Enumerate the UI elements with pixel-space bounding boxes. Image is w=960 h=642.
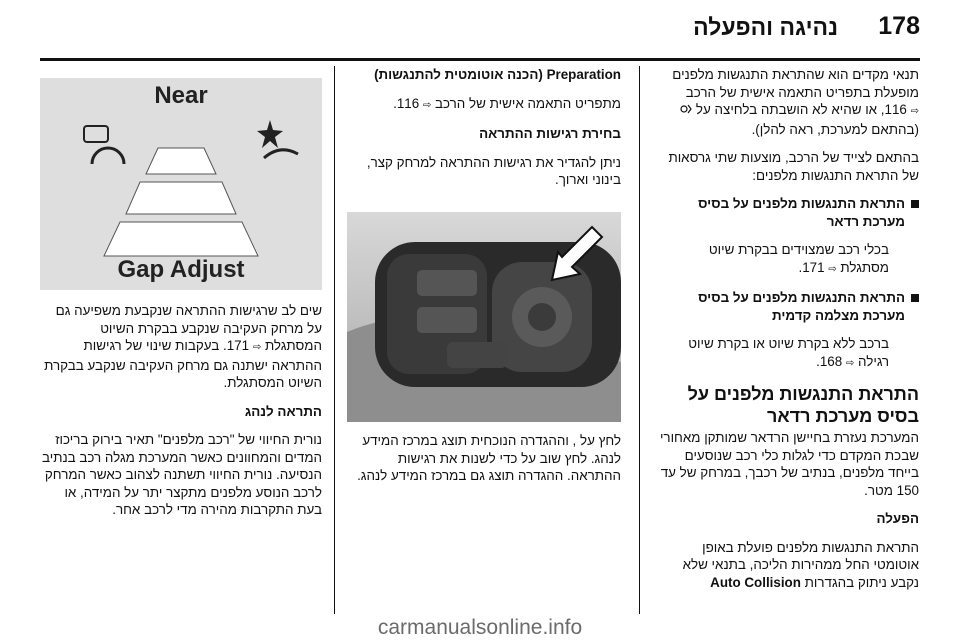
- activation-heading: הפעלה: [876, 511, 919, 526]
- right-column: [657, 66, 919, 602]
- page-ref-link[interactable]: ⇨ 171: [802, 260, 836, 275]
- caption-text: לחץ על , וההגדרה הנוכחית תוצג במרכז המידע לנהג. לחץ שוב על כדי לשנות את רגישות ההתראה. ההגדרה תוצג גם במרכז המידע לנהג.: [357, 433, 621, 483]
- page-ref-icon: ⇨: [845, 357, 855, 369]
- bullet-radar-title: התראת התנגשות מלפנים על בסיס מערכת רדאר: [657, 195, 919, 230]
- left-column: [40, 302, 322, 530]
- page-number: 178: [878, 12, 920, 40]
- collision-alert-car-icon: [257, 120, 298, 158]
- column-divider: [639, 66, 640, 614]
- bullet-camera-text: ברכב ללא בקרת שיוט או בקרת שיוט רגילה ⇨ 168.: [657, 335, 919, 372]
- collision-warning-icon: [680, 103, 692, 115]
- steering-wheel-controls-figure: [347, 212, 621, 422]
- page-ref-link[interactable]: ⇨ 171: [227, 338, 261, 353]
- page-ref-link[interactable]: ⇨ 168: [820, 354, 854, 369]
- driver-alert-text: נורית החיווי של "רכב מלפנים" תאיר בירוק בריכוז המדים והמחוונים כאשר המערכת מגלה רכב בנתיב הנסיעה. נורית החיווי תשתנה לצהוב כאשר המרחק לרכב הנוסע מלפנים מתקצר יתר על המידה, או בעת התקרבות מהירה מדי לרכב אחר.: [41, 432, 322, 517]
- dashboard-gauge-icon: [84, 126, 124, 164]
- page-ref-link[interactable]: ⇨ 116: [885, 102, 919, 117]
- page-ref-icon: ⇨: [910, 106, 919, 117]
- figure-caption: [347, 432, 621, 496]
- activation-text: התראת התנגשות מלפנים פועלת באופן אוטומטי החל ממהירות הליכה, בתנאי שלא נקבע ניתוק בהגדרות Auto Collision: [682, 539, 919, 590]
- sensitivity-text: ניתן להגדיר את רגישות ההתראה למרחק קצר, בינוני וארוך.: [366, 154, 621, 187]
- column-divider: [334, 66, 335, 614]
- middle-column: [347, 66, 621, 200]
- intro-paragraph: תנאי מקדים הוא שהתראת התנגשות מלפנים מופעלת בתפריט התאמה אישית של הרכב ⇨ 116, או שהיא לא הושבתה בלחיצה על (בהתאם למערכת, ראה להלן).: [672, 67, 919, 137]
- auto-collision-label: Auto Collision: [710, 574, 801, 590]
- page-ref-link[interactable]: ⇨ 116: [397, 96, 431, 111]
- preparation-text: מתפריט התאמה אישית של הרכב ⇨ 116.: [347, 95, 621, 115]
- page-ref-icon: ⇨: [422, 99, 432, 111]
- figure-near-label: Near: [154, 82, 208, 109]
- section-heading: התראת התנגשות מלפנים על בסיס מערכת רדאר: [687, 384, 919, 426]
- steering-wheel-illustration: [347, 212, 621, 422]
- bullet-radar-text: בכלי רכב שמצוידים בבקרת שיוט מסתגלת ⇨ 171.: [657, 241, 919, 278]
- bullet-camera-title: התראת התנגשות מלפנים על בסיס מערכת מצלמה קדמית: [657, 289, 919, 324]
- driver-alert-heading: התראה לנהג: [244, 403, 322, 419]
- page-ref-icon: ⇨: [252, 342, 262, 353]
- figure-gap-adjust-label: Gap Adjust: [117, 256, 245, 283]
- section-text: המערכת נעזרת בחיישן הרדאר שמותקן מאחורי שבכת המקדם כדי לגלות כלי רכב שנוסעים בייחד מלפנים, בנתיב של רכבך, במרחק של עד 150 מטר.: [659, 430, 919, 498]
- sensitivity-note: שים לב שרגישות ההתראה שנקבעת משפיעה גם על מרחק העקיבה שנקבע בבקרת השיוט המסתגלת ⇨ 171. בעקבות שינוי של רגישות ההתראה ישתנה גם מרחק העקיבה שנקבע בבקרת השיוט המסתגלת.: [44, 303, 322, 390]
- preparation-heading: Preparation (הכנה אוטומטית להתנגשות): [374, 67, 621, 82]
- header-rule: [40, 58, 920, 61]
- sensitivity-heading: בחירת רגישות ההתראה: [479, 126, 621, 141]
- chapter-title: נהיגה והפעלה: [693, 14, 838, 40]
- gap-adjust-figure: [40, 78, 322, 290]
- page-ref-icon: ⇨: [828, 263, 837, 275]
- equipment-paragraph: בהתאם לצייד של הרכב, מוצעות שתי גרסאות של התראת התנגשות מלפנים:: [668, 150, 919, 183]
- page-header: [0, 0, 960, 56]
- watermark: carmanualsonline.info: [377, 616, 583, 639]
